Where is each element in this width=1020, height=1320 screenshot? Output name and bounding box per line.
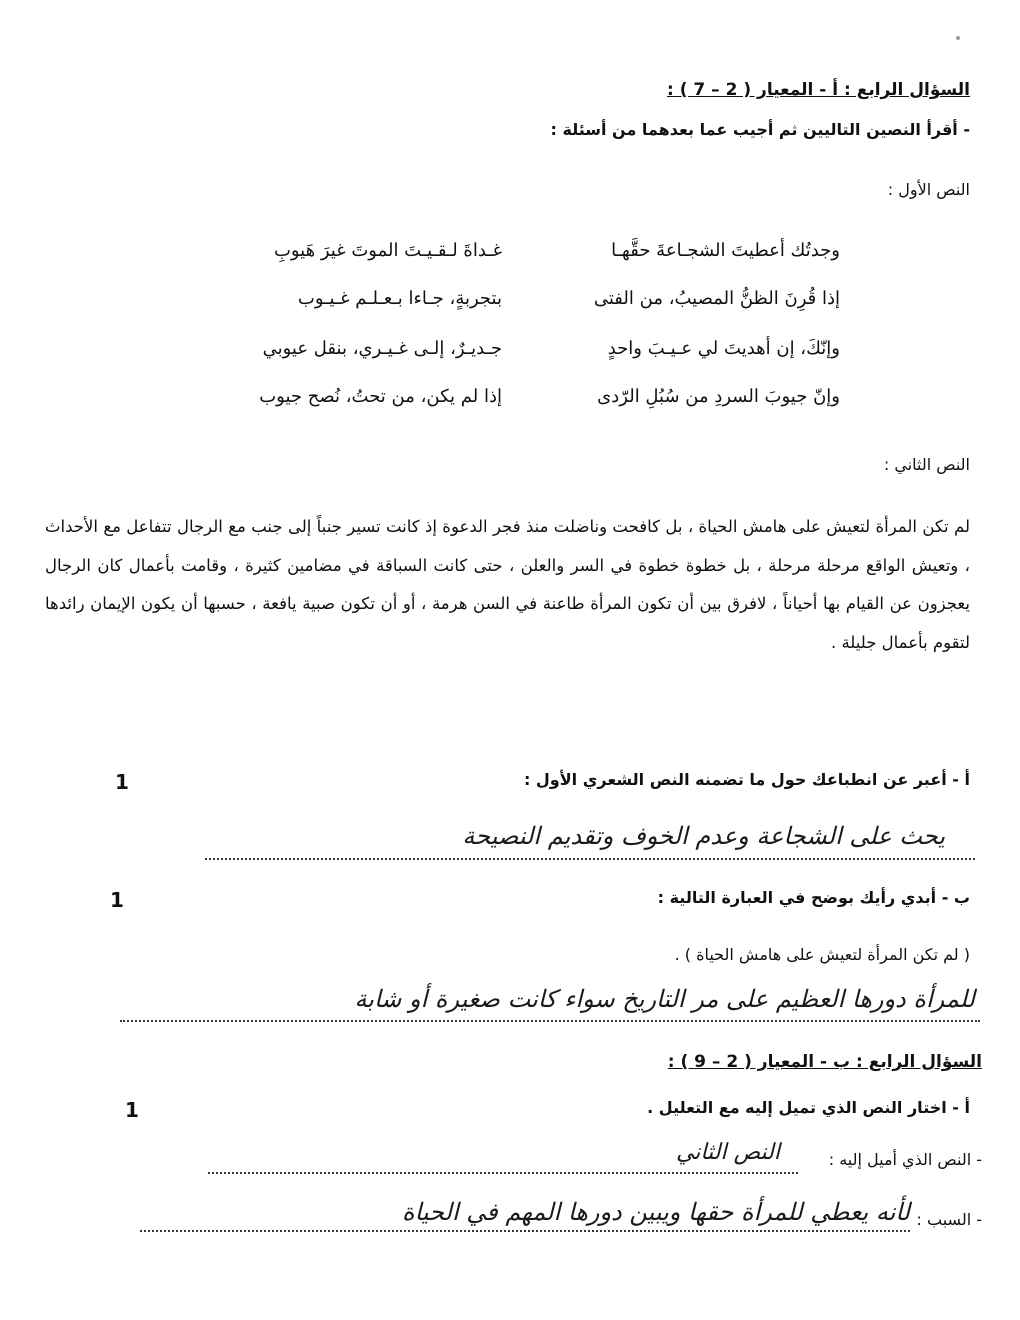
- q4b-reason-line: [140, 1230, 910, 1232]
- q4b-reason-answer: لأنه يعطي للمرأة حقها ويبين دورها المهم في الحياة: [402, 1198, 910, 1226]
- text1-label: النص الأول :: [887, 180, 970, 199]
- q4b-heading: السؤال الرابع : ب - المعيار ( 2 – 9 ) :: [667, 1052, 982, 1072]
- verse-4-first: وإنّ جيوبَ السردِ من سُبُلِ الرّدى: [597, 386, 840, 407]
- q4b-score: 1: [125, 1098, 139, 1122]
- text2-paragraph: لم تكن المرأة لتعيش على هامش الحياة ، بل كافحت وناضلت منذ فجر الدعوة إذ كانت تسير جنباً إلى جنب مع الرجال تتفاعل مع الأحداث ، وتعيش الواقع مرحلة مرحلة ، بل خطوة خطوة في السر والعلن ، حتى كانت السباقة في مضامين كثيرة ، وقامت بأعمال كان الرجال يعجزون عن القيام بها أحياناً ، لافرق بين أن تكون المرأة طاعنة في السن هرمة ، أو أن تكون صبية يافعة ، حسبها أن يكون الإيمان رائدها لتقوم بأعمال جليلة .: [45, 517, 970, 652]
- verse-1-second: غـداةَ لـقـيـتَ الموتَ غيرَ هَيوبِ: [273, 240, 502, 261]
- q4b-text-label: - النص الذي أميل إليه :: [828, 1150, 982, 1169]
- verse-3-second: جـديـرٌ، إلـى غـيـري، بنقل عيوبي: [262, 338, 502, 359]
- q4a-heading: السؤال الرابع : أ - المعيار ( 2 – 7 ) :: [667, 80, 970, 100]
- q4b-text-answer: النص الثاني: [675, 1140, 780, 1165]
- verse-3-first: وإنّكَ، إن أهديتَ لي عـيـبَ واحدٍ: [607, 338, 840, 359]
- qa-handwritten-answer: يحث على الشجاعة وعدم الخوف وتقديم النصيحة: [462, 822, 945, 850]
- qb-quote: ( لم تكن المرأة لتعيش على هامش الحياة ) .: [674, 945, 970, 964]
- qb-handwritten-answer: للمرأة دورها العظيم على مر التاريخ سواء كانت صغيرة أو شابة: [354, 985, 975, 1013]
- q4b-text-answer-line: [208, 1172, 798, 1174]
- qb-question: ب - أبدي رأيك بوضح في العبارة التالية :: [657, 888, 970, 907]
- scan-dot: [956, 36, 960, 40]
- qb-answer-line: [120, 1020, 980, 1022]
- verse-2-second: بتجربةٍ، جـاءا بـعـلـم غـيـوب: [297, 288, 502, 309]
- qa-score: 1: [115, 770, 129, 794]
- q4a-instruction: - أقرأ النصين التاليين ثم أجيب عما بعدهما من أسئلة :: [550, 120, 970, 139]
- verse-4-second: إذا لم يكن، من تحتُ، نُصح جيوب: [259, 386, 502, 407]
- q4b-question: أ - اختار النص الذي تميل إليه مع التعليل .: [647, 1098, 970, 1117]
- qa-question: أ - أعبر عن انطباعك حول ما تضمنه النص الشعري الأول :: [523, 770, 970, 789]
- q4b-reason-label: - السبب :: [916, 1210, 982, 1229]
- verse-2-first: إذا قُرِنَ الظنُّ المصيبُ، من الفتى: [593, 288, 840, 309]
- verse-1-first: وجدتُك أعطيتَ الشجـاعةَ حقَّهـا: [611, 240, 840, 261]
- qa-answer-line: [205, 858, 975, 860]
- qb-score: 1: [110, 888, 124, 912]
- text2-label: النص الثاني :: [883, 455, 970, 474]
